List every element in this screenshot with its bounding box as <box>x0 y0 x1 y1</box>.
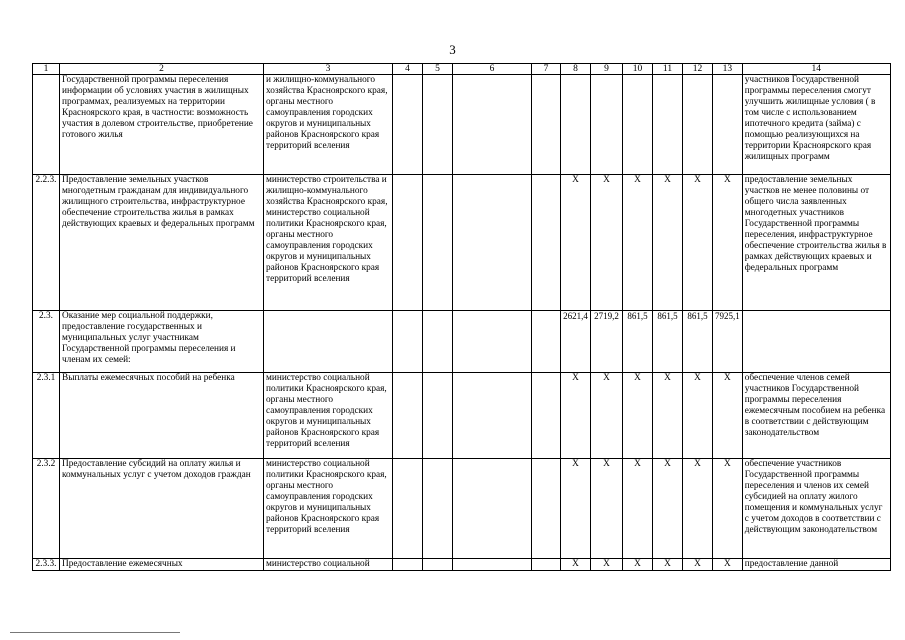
cell-empty <box>423 75 453 175</box>
cell-empty <box>532 559 561 571</box>
cell-col9: X <box>591 373 623 459</box>
col-header: 9 <box>591 64 623 75</box>
expected-result: предоставление земельных участков не менее половины от общего числа заявленных многодетных участников Государственной программы переселения, инфраструктурное обеспечение строительства жилья в рамках действующих краевых и федеральных программ <box>742 175 890 311</box>
cell-col12: X <box>683 175 713 311</box>
cell-col9: X <box>591 459 623 559</box>
cell-empty <box>453 175 532 311</box>
cell-col11: X <box>653 373 683 459</box>
cell-col11: 861,5 <box>653 311 683 373</box>
table-row <box>33 175 891 311</box>
table-row <box>33 373 891 459</box>
cell-empty <box>453 373 532 459</box>
cell-empty <box>532 75 561 175</box>
cell-col12 <box>683 75 713 175</box>
col-header: 2 <box>60 64 264 75</box>
col-header: 12 <box>683 64 713 75</box>
measure-name: Выплаты ежемесячных пособий на ребенка <box>60 373 264 459</box>
col-header: 6 <box>453 64 532 75</box>
cell-col12: X <box>683 459 713 559</box>
cell-empty <box>423 311 453 373</box>
cell-col13: X <box>713 459 743 559</box>
cell-col13: X <box>713 175 743 311</box>
executor: министерство социальной политики Красноярского края, органы местного самоуправления городских округов и муниципальных районов Красноярского края территорий вселения <box>264 459 393 559</box>
cell-empty <box>393 559 423 571</box>
cell-empty <box>423 459 453 559</box>
cell-col9: 2719,2 <box>591 311 623 373</box>
col-header: 5 <box>423 64 453 75</box>
cell-col8: X <box>561 459 591 559</box>
cell-col10: X <box>623 559 653 571</box>
cell-empty <box>453 459 532 559</box>
cell-empty <box>393 75 423 175</box>
cell-col8: X <box>561 175 591 311</box>
cell-col13: X <box>713 559 743 571</box>
expected-result: участников Государственной программы переселения смогут улучшить жилищные условия ( в том числе с использованием ипотечного кредита (займа) с помощью реализующихся на территории Красноярского края жилищных программ <box>742 75 890 175</box>
cell-col10: X <box>623 459 653 559</box>
col-header: 4 <box>393 64 423 75</box>
cell-col10: X <box>623 373 653 459</box>
executor: министерство строительства и жилищно-коммунального хозяйства Красноярского края, министерство социальной политики Красноярского края, органы местного самоуправления городских округов и муниципальных районов Красноярского края территорий вселения <box>264 175 393 311</box>
cell-empty <box>453 559 532 571</box>
col-header: 3 <box>264 64 393 75</box>
table-row <box>33 75 891 175</box>
row-number: 2.3.3. <box>33 559 60 571</box>
measure-name: Предоставление земельных участков многодетным гражданам для индивидуального жилищного строительства, инфраструктурное обеспечение строительства жилья в рамках действующих краевых и федеральных программ <box>60 175 264 311</box>
table-row <box>33 311 891 373</box>
cell-col8 <box>561 75 591 175</box>
cell-col9: X <box>591 175 623 311</box>
measure-name: Предоставление ежемесячных <box>60 559 264 571</box>
expected-result: предоставление данной <box>742 559 890 571</box>
col-header: 11 <box>653 64 683 75</box>
executor: министерство социальной <box>264 559 393 571</box>
cell-empty <box>532 373 561 459</box>
cell-col13: 7925,1 <box>713 311 743 373</box>
cell-empty <box>532 459 561 559</box>
cell-empty <box>393 175 423 311</box>
cell-col8: 2621,4 <box>561 311 591 373</box>
table-row <box>33 459 891 559</box>
row-number: 2.3. <box>33 311 60 373</box>
row-number: 2.3.1 <box>33 373 60 459</box>
cell-empty <box>423 175 453 311</box>
row-number: 2.3.2 <box>33 459 60 559</box>
cell-empty <box>532 311 561 373</box>
cell-col9: X <box>591 559 623 571</box>
cell-col12: X <box>683 373 713 459</box>
cell-empty <box>393 311 423 373</box>
col-header: 1 <box>33 64 60 75</box>
cell-col11: X <box>653 559 683 571</box>
cell-col11: X <box>653 175 683 311</box>
cell-empty <box>393 373 423 459</box>
cell-empty <box>532 175 561 311</box>
cell-col8: X <box>561 559 591 571</box>
cell-col8: X <box>561 373 591 459</box>
col-header: 13 <box>713 64 743 75</box>
executor: и жилищно-коммунального хозяйства Красноярского края, органы местного самоуправления городских округов и муниципальных районов Красноярского края территорий вселения <box>264 75 393 175</box>
footer-rule <box>10 632 180 633</box>
cell-col12: X <box>683 559 713 571</box>
col-header: 10 <box>623 64 653 75</box>
col-header: 14 <box>742 64 890 75</box>
table-row <box>33 559 891 571</box>
measure-name: Предоставление субсидий на оплату жилья и коммунальных услуг с учетом доходов граждан <box>60 459 264 559</box>
cell-col9 <box>591 75 623 175</box>
column-number-row <box>33 64 891 75</box>
measure-name: Государственной программы переселения информации об условиях участия в жилищных программах, реализуемых на территории Красноярского края, в частности: возможность участия в долевом строительстве, приобретение готового жилья <box>60 75 264 175</box>
measure-name: Оказание мер социальной поддержки, предоставление государственных и муниципальных услуг участникам Государственной программы переселения и членам их семей: <box>60 311 264 373</box>
cell-col12: 861,5 <box>683 311 713 373</box>
cell-col13 <box>713 75 743 175</box>
cell-col11: X <box>653 459 683 559</box>
col-header: 7 <box>532 64 561 75</box>
cell-col10: X <box>623 175 653 311</box>
cell-col13: X <box>713 373 743 459</box>
col-header: 8 <box>561 64 591 75</box>
row-number <box>33 75 60 175</box>
page-number: 3 <box>449 42 456 57</box>
executor: министерство социальной политики Красноярского края, органы местного самоуправления городских округов и муниципальных районов Красноярского края территорий вселения <box>264 373 393 459</box>
measures-table <box>32 63 891 571</box>
expected-result <box>742 311 890 373</box>
cell-empty <box>453 311 532 373</box>
row-number: 2.2.3. <box>33 175 60 311</box>
cell-col10: 861,5 <box>623 311 653 373</box>
executor <box>264 311 393 373</box>
cell-empty <box>423 373 453 459</box>
expected-result: обеспечение участников Государственной программы переселения и членов их семей субсидией на оплату жилого помещения и коммунальных услуг с учетом доходов в соответствии с действующим законодательством <box>742 459 890 559</box>
cell-empty <box>393 459 423 559</box>
expected-result: обеспечение членов семей участников Государственной программы переселения ежемесячным пособием на ребенка в соответствии с действующим законодательством <box>742 373 890 459</box>
cell-col11 <box>653 75 683 175</box>
cell-empty <box>423 559 453 571</box>
cell-empty <box>453 75 532 175</box>
cell-col10 <box>623 75 653 175</box>
